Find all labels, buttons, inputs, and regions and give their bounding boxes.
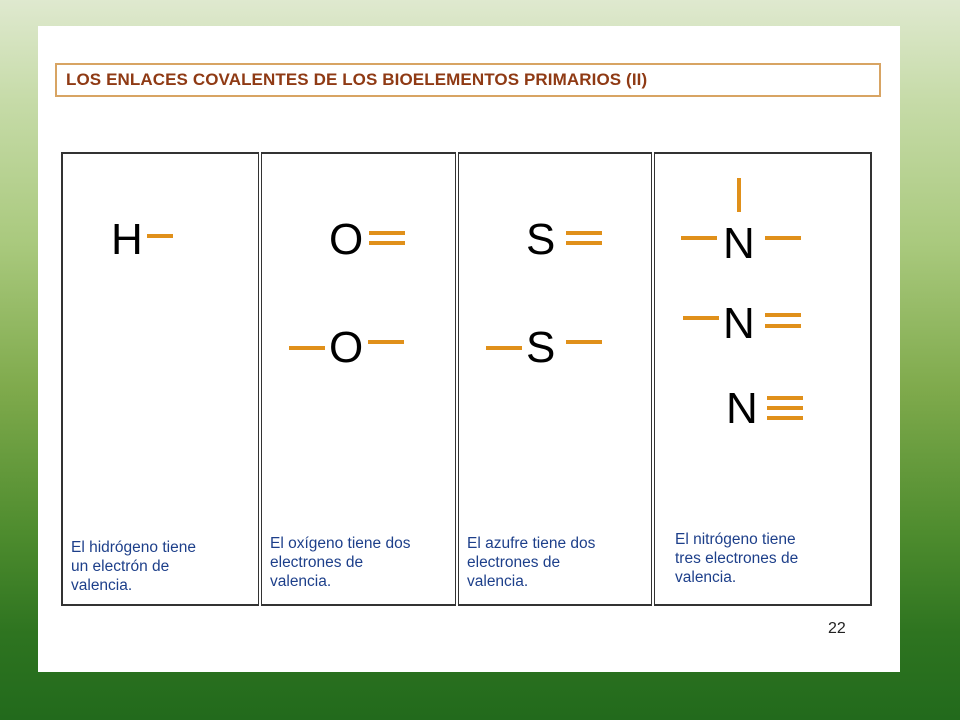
caption-oxygen bbox=[270, 534, 410, 591]
caption-line: El azufre tiene dos bbox=[467, 535, 596, 552]
double-bond-line bbox=[765, 324, 801, 328]
caption-line: valencia. bbox=[71, 577, 133, 594]
title-box bbox=[55, 63, 881, 97]
atom-o-single: O bbox=[329, 323, 364, 372]
single-bond bbox=[486, 346, 522, 350]
atom-n-single: N bbox=[723, 219, 755, 268]
slide-title: LOS ENLACES COVALENTES DE LOS BIOELEMENTOS PRIMARIOS (II) bbox=[66, 70, 648, 89]
caption-nitrogen bbox=[675, 530, 798, 587]
single-bond bbox=[147, 234, 173, 238]
single-bond bbox=[566, 340, 602, 344]
caption-line: tres electrones de bbox=[675, 550, 799, 567]
double-bond-line bbox=[566, 231, 602, 235]
panels-frame bbox=[61, 152, 872, 606]
atom-s-single: S bbox=[526, 323, 556, 372]
slide bbox=[38, 26, 900, 672]
page-number: 22 bbox=[828, 620, 846, 637]
atom-s-double: S bbox=[526, 215, 556, 264]
panel-divider bbox=[651, 152, 655, 606]
double-bond-line bbox=[369, 231, 405, 235]
triple-bond-line bbox=[767, 396, 803, 400]
double-bond-line bbox=[369, 241, 405, 245]
caption-line: El nitrógeno tiene bbox=[675, 531, 796, 548]
caption-line: valencia. bbox=[467, 573, 529, 590]
atom-h: H bbox=[111, 215, 143, 264]
single-bond bbox=[289, 346, 325, 350]
single-bond bbox=[368, 340, 404, 344]
single-bond bbox=[765, 236, 801, 240]
caption-line: El oxígeno tiene dos bbox=[270, 535, 411, 552]
single-bond bbox=[683, 316, 719, 320]
caption-line: El hidrógeno tiene bbox=[71, 539, 196, 556]
panel-divider bbox=[455, 152, 459, 606]
double-bond-line bbox=[566, 241, 602, 245]
triple-bond-line bbox=[767, 406, 803, 410]
triple-bond-line bbox=[767, 416, 803, 420]
caption-line: un electrón de bbox=[71, 558, 170, 575]
caption-sulfur bbox=[467, 534, 595, 591]
atom-o-double: O bbox=[329, 215, 364, 264]
double-bond-line bbox=[765, 313, 801, 317]
caption-line: electrones de bbox=[270, 554, 364, 571]
panel-divider bbox=[258, 152, 262, 606]
single-bond bbox=[681, 236, 717, 240]
caption-line: valencia. bbox=[675, 569, 737, 586]
caption-hydrogen bbox=[71, 538, 196, 595]
caption-line: valencia. bbox=[270, 573, 332, 590]
atom-n-triple: N bbox=[726, 384, 758, 433]
caption-line: electrones de bbox=[467, 554, 561, 571]
atom-n-double: N bbox=[723, 299, 755, 348]
vertical-bond bbox=[737, 178, 741, 212]
